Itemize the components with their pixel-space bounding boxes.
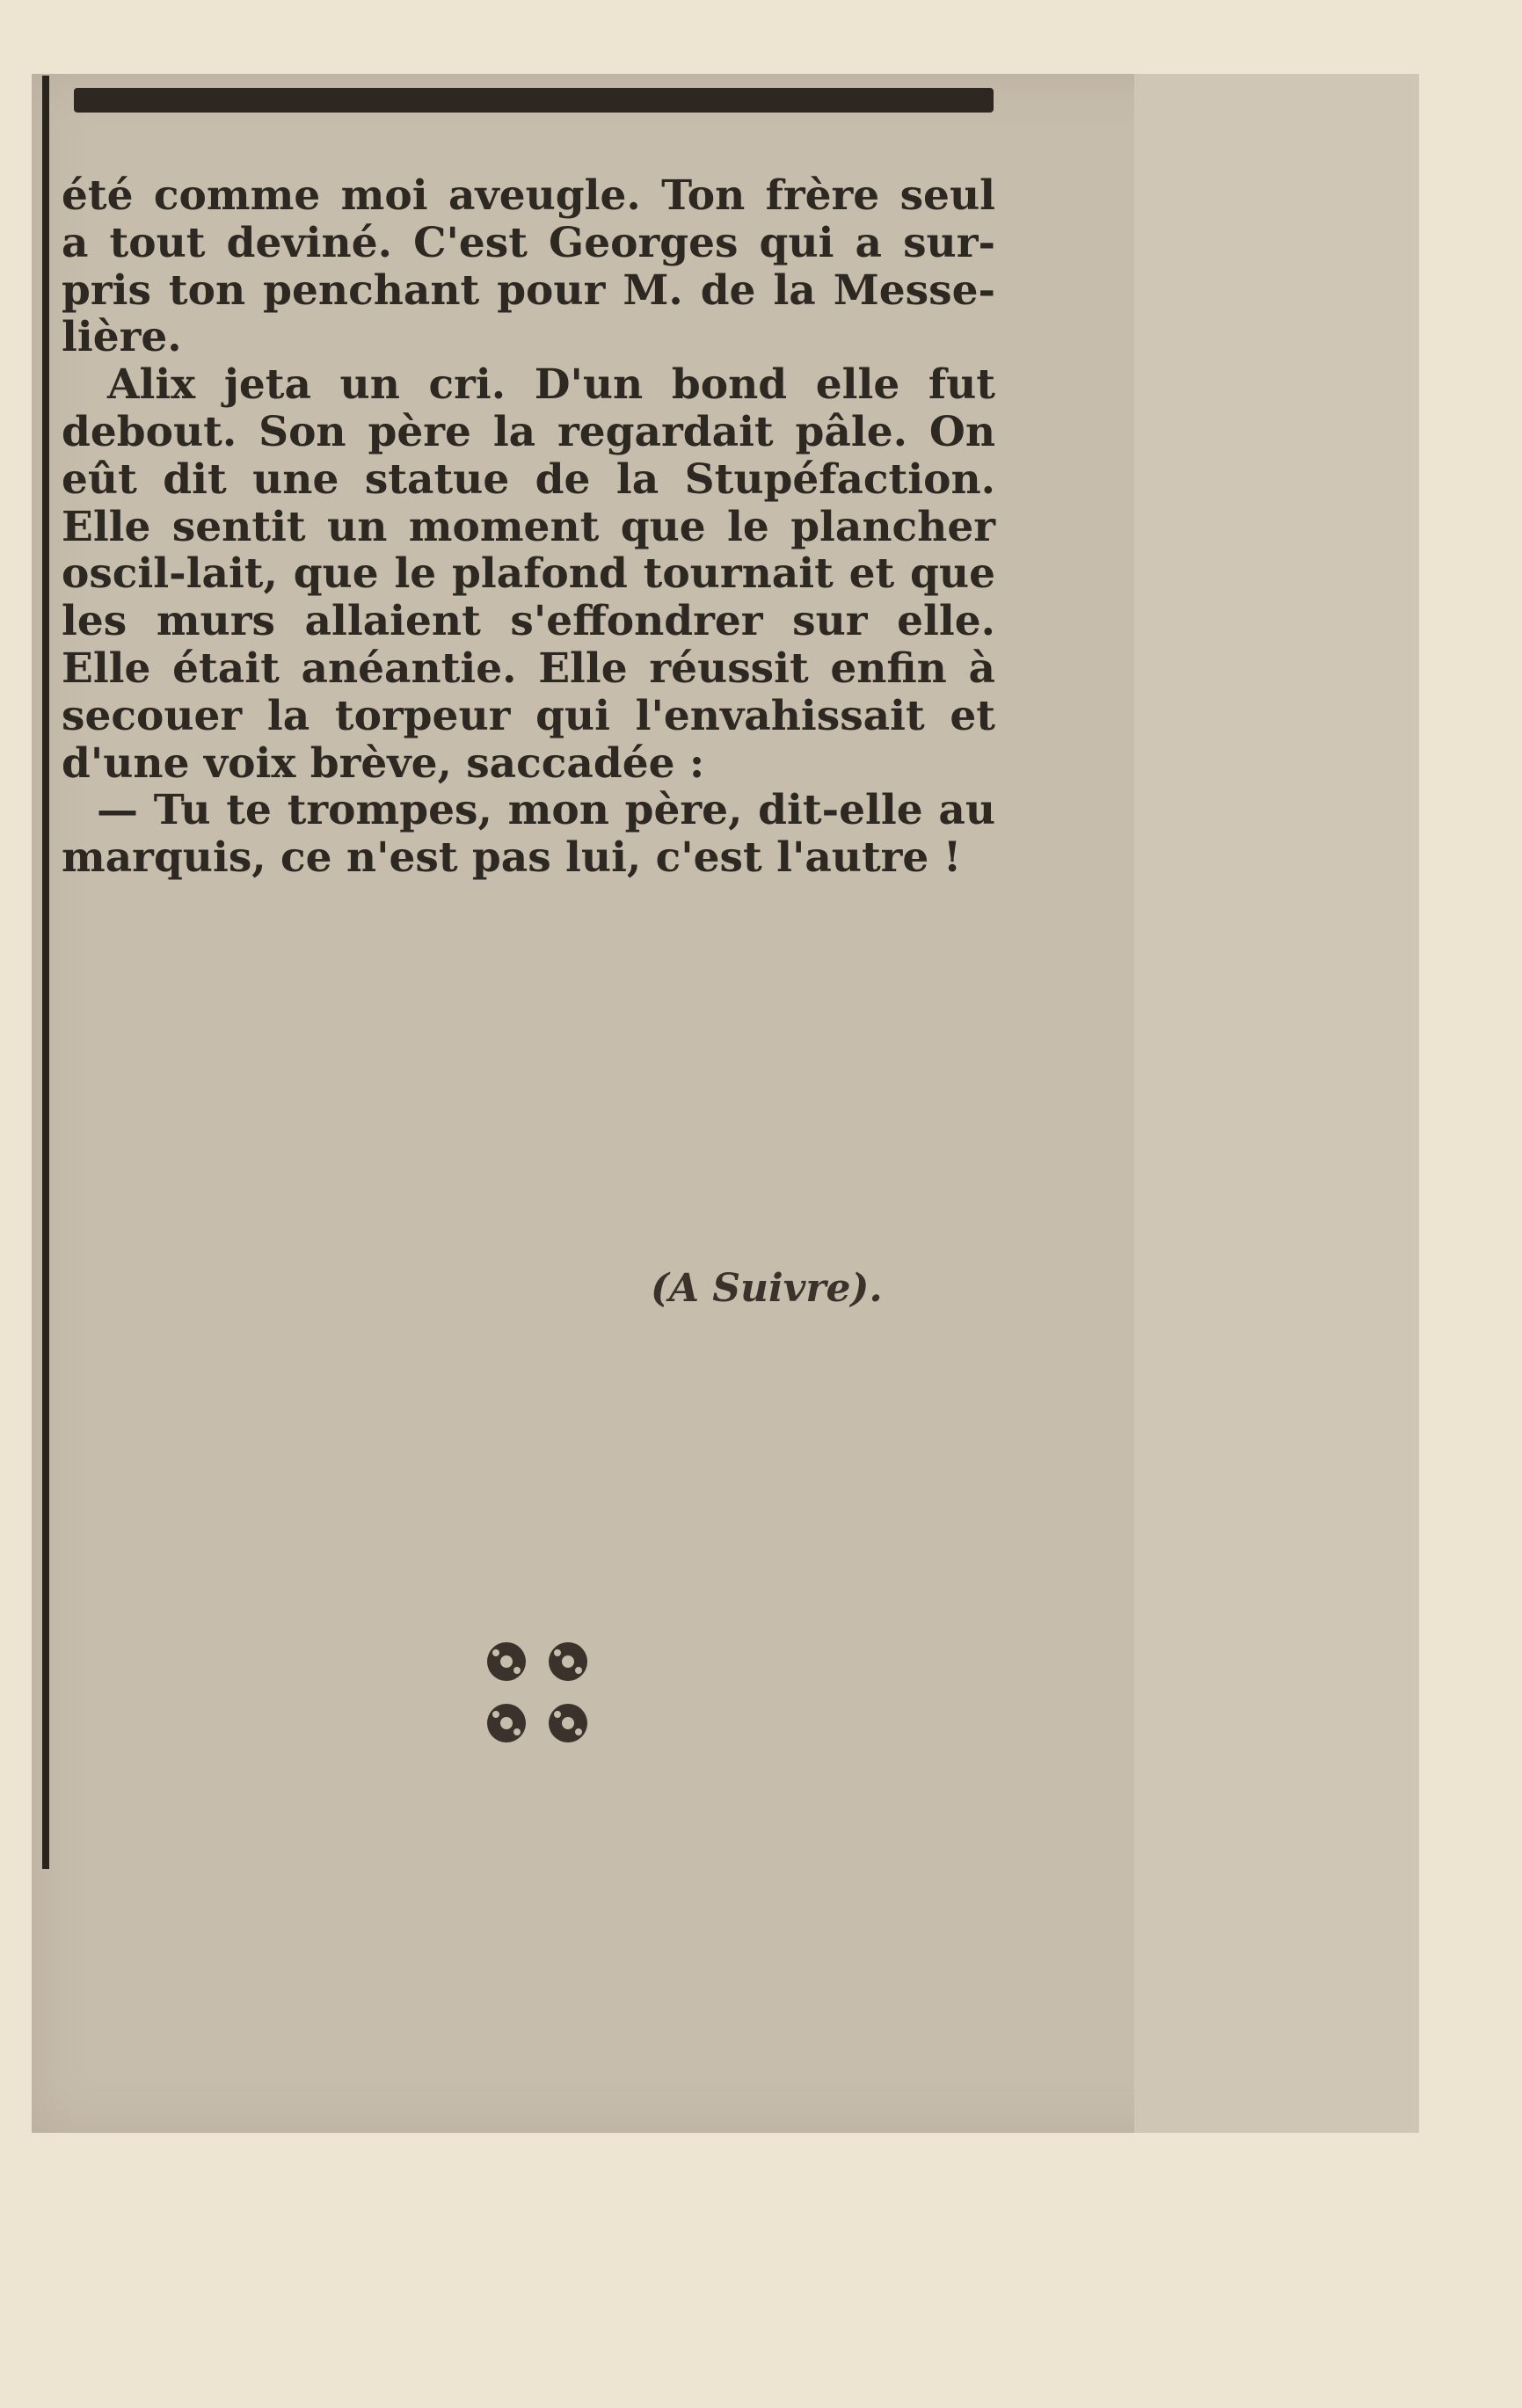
clipping-edge-strip — [1134, 74, 1419, 2133]
article-text — [62, 172, 995, 882]
continuation-note: (A Suivre). — [651, 1266, 883, 1311]
column-rule — [42, 76, 49, 1869]
paragraph-3: — Tu te trompes, mon père, dit-elle au marquis, ce n'est pas lui, c'est l'autre ! — [62, 786, 995, 883]
paragraph-1: été comme moi aveugle. Ton frère seul a tout deviné. C'est Georges qui a sur-pris ton penchant pour M. de la Messe-lière. — [62, 171, 995, 362]
paragraph-2: Alix jeta un cri. D'un bond elle fut debout. Son père la regardait pâle. On eût dit une statue de la Stupéfaction. Elle sentit un moment que le plancher oscil-lait, que le plafond tournait et que les murs allaient s'effondrer sur elle. Elle était anéantie. Elle réussit enfin à secouer la torpeur qui l'envahissait et d'une voix brève, saccadée : — [62, 360, 995, 788]
header-rule — [74, 88, 994, 113]
fleuron-ornament-icon — [471, 1626, 603, 1758]
